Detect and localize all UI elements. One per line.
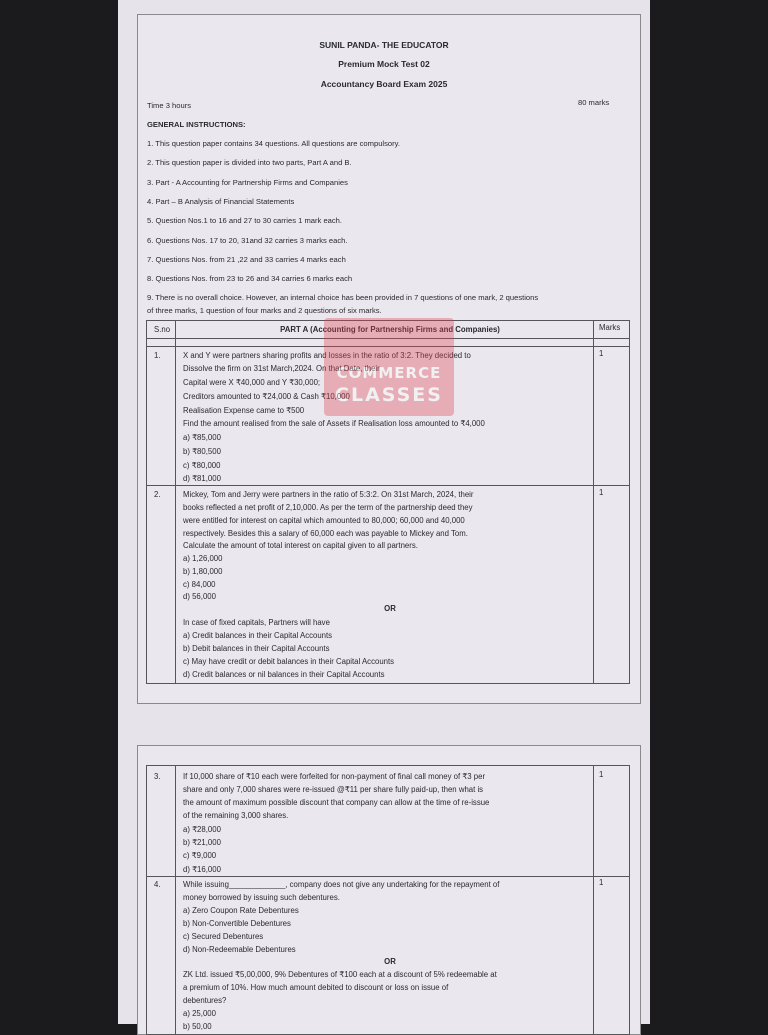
question-text: In case of fixed capitals, Partners will have [183, 618, 330, 627]
question-text: books reflected a net profit of 2,10,000. As per the term of the partnership deed they [183, 503, 473, 512]
question-number: 2. [154, 490, 161, 499]
question-text: debentures? [183, 996, 227, 1005]
instruction-item: 7. Questions Nos. from 21 ,22 and 33 carries 4 marks each [147, 255, 346, 264]
option-a: a) 1,26,000 [183, 554, 223, 563]
institute-title: SUNIL PANDA- THE EDUCATOR [319, 40, 449, 50]
instructions-title: GENERAL INSTRUCTIONS: [147, 120, 246, 129]
or-separator: OR [384, 957, 396, 966]
questions-table-part-a [146, 320, 630, 684]
question-text: Calculate the amount of total interest on capital given to all partners. [183, 541, 418, 550]
sno-header: S.no [154, 325, 171, 334]
question-text: ZK Ltd. issued ₹5,00,000, 9% Debentures of ₹100 each at a discount of 5% redeemable at [183, 970, 497, 979]
instruction-item: 5. Question Nos.1 to 16 and 27 to 30 carries 1 mark each. [147, 216, 343, 225]
option-a: a) 25,000 [183, 1009, 216, 1018]
question-text: were entitled for interest on capital which amounted to 80,000; 60,000 and 40,000 [183, 516, 465, 525]
option-c: c) ₹80,000 [183, 461, 221, 470]
question-text: share and only 7,000 shares were re-issued @₹11 per share fully paid-up, then what is [183, 785, 484, 794]
option-b: b) Non-Convertible Debentures [183, 919, 291, 928]
option-b: b) Debit balances in their Capital Accounts [183, 644, 330, 653]
instruction-item: 4. Part – B Analysis of Financial Statements [147, 197, 295, 206]
option-c: c) 84,000 [183, 580, 216, 589]
question-marks: 1 [599, 488, 604, 497]
question-text: Mickey, Tom and Jerry were partners in the ratio of 5:3:2. On 31st March, 2024, their [183, 490, 474, 499]
questions-table-continued [146, 765, 630, 1035]
option-c: c) Secured Debentures [183, 932, 264, 941]
option-d: d) 56,000 [183, 592, 216, 601]
instruction-item: 3. Part - A Accounting for Partnership Firms and Companies [147, 178, 348, 187]
question-text: a premium of 10%. How much amount debited to discount or loss on issue of [183, 983, 449, 992]
test-title: Premium Mock Test 02 [338, 59, 430, 69]
time-label: Time 3 hours [147, 101, 192, 110]
or-separator: OR [384, 604, 396, 613]
question-number: 3. [154, 772, 161, 781]
question-number: 1. [154, 351, 161, 360]
question-marks: 1 [599, 878, 604, 887]
instruction-item: 8. Questions Nos. from 23 to 26 and 34 carries 6 marks each [147, 274, 353, 283]
option-d: d) ₹81,000 [183, 474, 221, 483]
exam-title: Accountancy Board Exam 2025 [320, 79, 448, 89]
option-b: b) ₹21,000 [183, 838, 221, 847]
option-b: b) 50,00 [183, 1022, 212, 1031]
option-a: a) Zero Coupon Rate Debentures [183, 906, 299, 915]
question-marks: 1 [599, 770, 604, 779]
question-text: If 10,000 share of ₹10 each were forfeited for non-payment of final call money of ₹3 per [183, 772, 486, 781]
watermark-text-2: CLASSES [335, 384, 443, 406]
question-number: 4. [154, 880, 161, 889]
option-c: c) ₹9,000 [183, 851, 217, 860]
instruction-item: of three marks, 1 question of four marks and 2 questions of six marks. [147, 306, 382, 315]
option-a: a) ₹85,000 [183, 433, 221, 442]
marks-label: 80 marks [578, 98, 610, 107]
question-text: money borrowed by issuing such debentures. [183, 893, 340, 902]
question-text: Creditors amounted to ₹24,000 & Cash ₹10,000 [183, 392, 350, 401]
option-c: c) May have credit or debit balances in their Capital Accounts [183, 657, 395, 666]
question-text: respectively. Besides this a salary of 60,000 each was payable to Mickey and Tom. [183, 529, 468, 538]
option-b: b) 1,80,000 [183, 567, 223, 576]
question-text: of the remaining 3,000 shares. [183, 811, 289, 820]
instruction-item: 1. This question paper contains 34 questions. All questions are compulsory. [147, 139, 400, 148]
instruction-item: 9. There is no overall choice. However, an internal choice has been provided in 7 questions of one mark, 2 questions [147, 293, 539, 302]
question-marks: 1 [599, 349, 604, 358]
option-a: a) ₹28,000 [183, 825, 221, 834]
instruction-item: 2. This question paper is divided into two parts, Part A and B. [147, 158, 352, 167]
question-text: X and Y were partners sharing profits and losses in the ratio of 3:2. They decided to [183, 351, 471, 360]
option-d: d) ₹16,000 [183, 865, 221, 874]
question-text: Find the amount realised from the sale of Assets if Realisation loss amounted to ₹4,000 [183, 419, 485, 428]
option-b: b) ₹80,500 [183, 447, 221, 456]
marks-header: Marks [599, 323, 621, 332]
option-d: d) Credit balances or nil balances in their Capital Accounts [183, 670, 385, 679]
watermark-text-1: COMMERCE [336, 364, 442, 382]
question-text: the amount of maximum possible discount that company can allow at the time of re-issue [183, 798, 490, 807]
instruction-item: 6. Questions Nos. 17 to 20, 31and 32 carries 3 marks each. [147, 236, 348, 245]
part-a-header: PART A (Accounting for Partnership Firms and Companies) [280, 325, 500, 334]
question-text: Capital were X ₹40,000 and Y ₹30,000; [183, 378, 321, 387]
question-text: Dissolve the firm on 31st March,2024. On that Date, their [183, 364, 380, 373]
option-a: a) Credit balances in their Capital Accounts [183, 631, 333, 640]
question-text: While issuing_____________, company does not give any undertaking for the repayment of [183, 880, 500, 889]
question-text: Realisation Expense came to ₹500 [183, 406, 305, 415]
option-d: d) Non-Redeemable Debentures [183, 945, 296, 954]
